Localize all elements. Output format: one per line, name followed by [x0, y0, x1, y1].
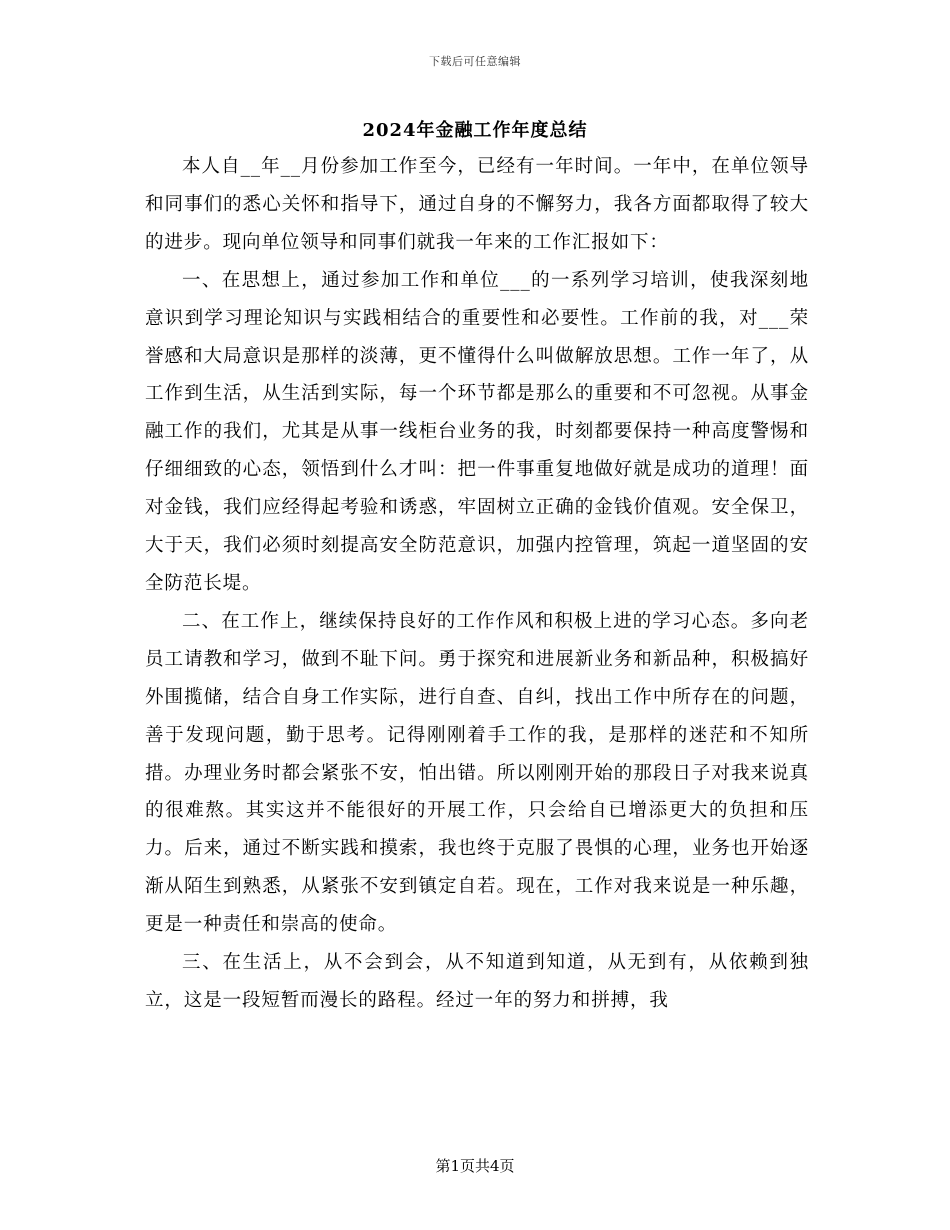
paragraph-work: 二、在工作上，继续保持良好的工作作风和积极上进的学习心态。多向老员工请教和学习，做到不耻下问。勇于探究和进展新业务和新品种，积极搞好外围揽储，结合自身工作实际，进行自查、自纠，找出工作中所存在的问题，善于发现问题，勤于思考。记得刚刚着手工作的我，是那样的迷茫和不知所措。办理业务时都会紧张不安，怕出错。所以刚刚开始的那段日子对我来说真的很难熬。其实这并不能很好的开展工作，只会给自已增添更大的负担和压力。后来，通过不断实践和摸索，我也终于克服了畏惧的心理，业务也开始逐渐从陌生到熟悉，从紧张不安到镇定自若。现在，工作对我来说是一种乐趣，更是一种责任和崇高的使命。 — [145, 610, 809, 936]
document-body — [145, 148, 809, 1020]
paragraph-intro: 本人自__年__月份参加工作至今，已经有一年时间。一年中，在单位领导和同事们的悉心关怀和指导下，通过自身的不懈努力，我各方面都取得了较大的进步。现向单位领导和同事们就我一年来的工作汇报如下： — [145, 156, 809, 253]
paragraph-life: 三、在生活上，从不会到会，从不知道到知道，从无到有，从依赖到独立，这是一段短暂而漫长的路程。经过一年的努力和拼搏，我 — [145, 952, 809, 1011]
document-title: 2024年金融工作年度总结 — [362, 120, 588, 141]
page-footer: 第1页共4页 — [435, 1157, 515, 1175]
paragraph-thought: 一、在思想上，通过参加工作和单位___的一系列学习培训，使我深刻地意识到学习理论知识与实践相结合的重要性和必要性。工作前的我，对___荣誉感和大局意识是那样的淡薄，更不懂得什么叫做解放思想。工作一年了，从工作到生活，从生活到实际，每一个环节都是那么的重要和不可忽视。从事金融工作的我们，尤其是从事一线柜台业务的我，时刻都要保持一种高度警惕和仔细细致的心态，领悟到什么才叫：把一件事重复地做好就是成功的道理！面对金钱，我们应经得起考验和诱惑，牢固树立正确的金钱价值观。安全保卫，大于天，我们必须时刻提高安全防范意识，加强内控管理，筑起一道坚固的安全防范长堤。 — [145, 269, 809, 594]
header-note: 下载后可任意编辑 — [429, 55, 521, 68]
